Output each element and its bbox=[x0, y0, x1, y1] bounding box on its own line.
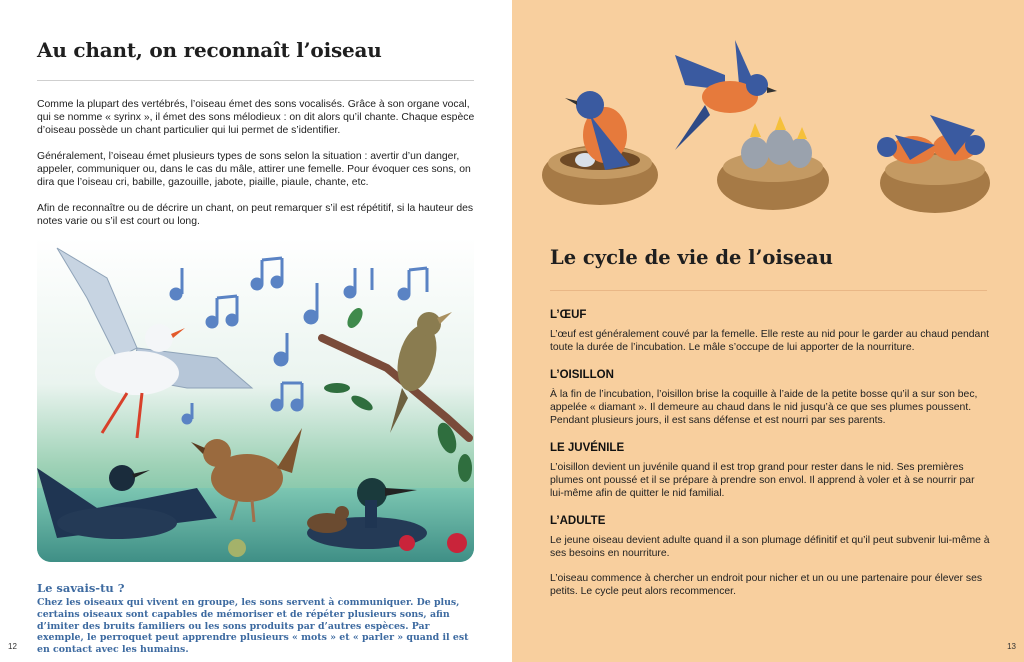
paragraph-sound-types: Généralement, l’oiseau émet plusieurs types de sons selon la situation : avertir d’un danger, appeler, communiquer ou, dans le cas du mâle, attirer une femelle. Pour évoquer ces sons, on dira que l’oiseau cri, babille, gazouille, jabote, piaille, piaule, chante, etc. bbox=[37, 151, 471, 188]
flying-bird bbox=[675, 40, 777, 150]
page-number-left: 12 bbox=[8, 642, 17, 651]
section-heading-egg: L’ŒUF bbox=[550, 309, 587, 321]
nest-with-egg-brooding bbox=[542, 91, 658, 205]
section-heading-chick: L’OISILLON bbox=[550, 369, 614, 381]
section-text-juvenile: L’oisillon devient un juvénile quand il est trop grand pour rester dans le nid. Ses premières plumes ont poussé et il se prépare à prendre son envol. Il apprend à voler et à se nourrir par lui-même afin de quitter le nid familial. bbox=[550, 462, 975, 499]
right-page-title: Le cycle de vie de l’oiseau bbox=[550, 246, 833, 269]
left-title-divider bbox=[37, 80, 474, 81]
section-text-adult-continued: L’oiseau commence à chercher un endroit pour nicher et un ou une partenaire pour élever ses petits. Le cycle peut alors recommencer. bbox=[550, 573, 983, 597]
left-page-title: Au chant, on reconnaît l’oiseau bbox=[37, 38, 382, 62]
singing-birds-illustration bbox=[37, 238, 474, 562]
paragraph-syrinx: Comme la plupart des vertébrés, l’oiseau émet des sons vocalisés. Grâce à son organe vocal, qui se nomme « syrinx », il émet des sons mélodieux : on dit alors qu’il chante. Chaque espèce d’oiseau possède un chant particulier qui lui permet de s’identifier. bbox=[37, 99, 475, 136]
page-number-right: 13 bbox=[1007, 642, 1016, 651]
nest-with-adult-birds bbox=[877, 115, 990, 213]
did-you-know-title: Le savais-tu ? bbox=[37, 581, 125, 595]
paragraph-recognize-song: Afin de reconnaître ou de décrire un chant, on peut remarquer s’il est répétitif, si la hauteur des notes varie ou s’il est court ou long. bbox=[37, 203, 474, 227]
section-heading-adult: L’ADULTE bbox=[550, 515, 606, 527]
section-text-chick: À la fin de l’incubation, l’oisillon brise la coquille à l’aide de la petite bosse qu’il a sur son bec, appelée « diamant ». Il demeure au chaud dans le nid jusqu’à ce que ses plumes poussent. Pendant plusieurs jours, il est sans défense et est nourri par ses parents. bbox=[550, 389, 978, 426]
nest-with-chicks bbox=[717, 116, 829, 210]
did-you-know-text: Chez les oiseaux qui vivent en groupe, les sons servent à communiquer. De plus, certains oiseaux sont capables de mémoriser et de répéter plusieurs sons, afin d’imiter des bruits familiers ou les sons produits par d’autres espèces. Par exemple, le perroquet peut apprendre plusieurs « mots » et « parler » quand il est en contact avec les humains. bbox=[37, 597, 469, 656]
bird-life-cycle-illustration bbox=[535, 35, 1005, 220]
right-title-divider bbox=[550, 290, 987, 291]
section-text-egg: L’œuf est généralement couvé par la femelle. Elle reste au nid pour le garder au chaud pendant toute la durée de l’incubation. Le mâle s’occupe de lui apporter de la nourriture. bbox=[550, 329, 989, 353]
section-text-adult: Le jeune oiseau devient adulte quand il a son plumage définitif et qu’il peut subvenir lui-même à ses besoins en nourriture. bbox=[550, 535, 990, 559]
section-heading-juvenile: LE JUVÉNILE bbox=[550, 442, 625, 454]
